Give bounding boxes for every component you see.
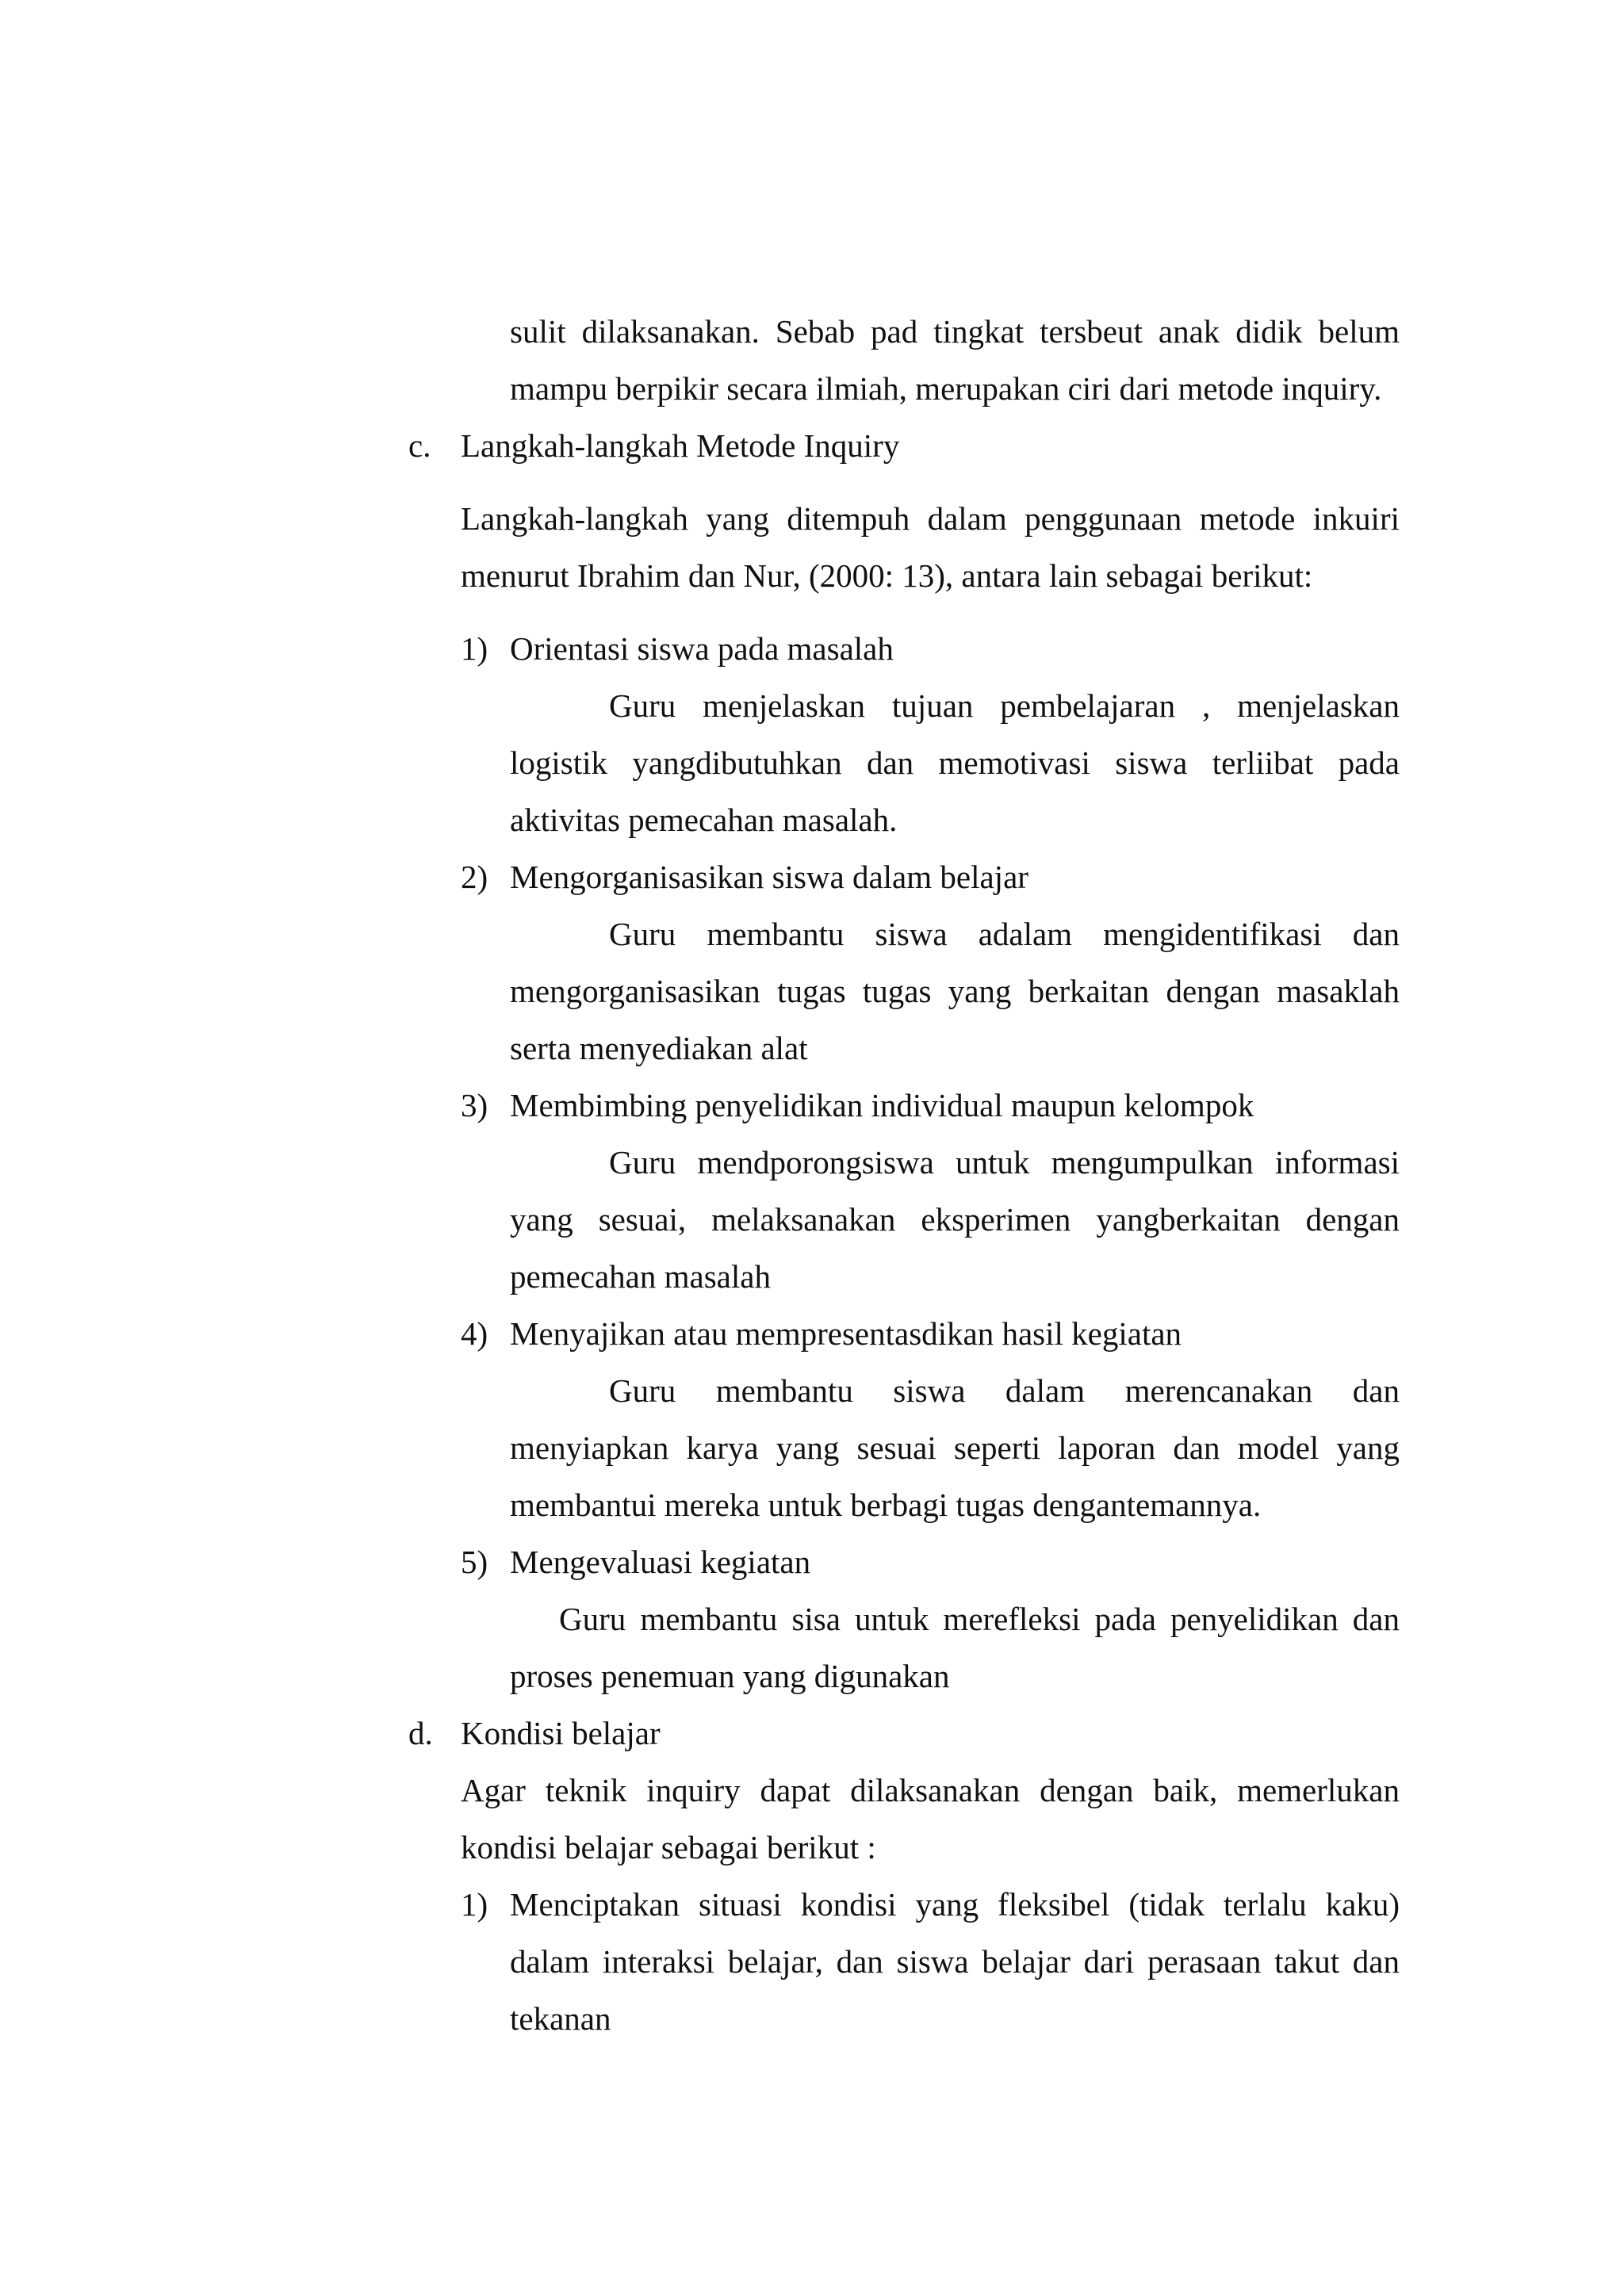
condition-1-line-3: tekanan: [510, 2000, 611, 2037]
step-1-body-line-1: Guru menjelaskan tujuan pembelajaran , menjelaskan: [609, 687, 1400, 724]
step-5-title: Mengevaluasi kegiatan: [510, 1544, 811, 1580]
step-4-number: 4): [461, 1315, 488, 1352]
step-3-body-line-1: Guru mendporongsiswa untuk mengumpulkan informasi: [609, 1144, 1400, 1181]
intro-line-1: sulit dilaksanakan. Sebab pad tingkat tersbeut anak didik belum: [510, 313, 1400, 350]
step-4-body-line-1: Guru membantu siswa dalam merencanakan dan: [609, 1372, 1400, 1409]
intro-line-2: mampu berpikir secara ilmiah, merupakan ciri dari metode inquiry.: [510, 370, 1382, 407]
step-3-body-line-3: pemecahan masalah: [510, 1258, 771, 1295]
step-2-body-line-3: serta menyediakan alat: [510, 1030, 808, 1066]
section-c-intro-line-1: Langkah-langkah yang ditempuh dalam penggunaan metode inkuiri: [461, 500, 1400, 537]
step-1-title: Orientasi siswa pada masalah: [510, 630, 894, 667]
step-2-body-line-1: Guru membantu siswa adalam mengidentifikasi dan: [609, 916, 1400, 952]
section-d-intro-line-1: Agar teknik inquiry dapat dilaksanakan dengan baik, memerlukan: [461, 1772, 1400, 1808]
step-4-body-line-3: membantui mereka untuk berbagi tugas dengantemannya.: [510, 1487, 1262, 1523]
condition-1-line-2: dalam interaksi belajar, dan siswa belajar dari perasaan takut dan: [510, 1943, 1400, 1980]
step-2-body-line-2: mengorganisasikan tugas tugas yang berkaitan dengan masaklah: [510, 973, 1400, 1009]
section-d-intro-line-2: kondisi belajar sebagai berikut :: [461, 1829, 876, 1866]
section-c-heading: Langkah-langkah Metode Inquiry: [461, 427, 900, 464]
step-3-number: 3): [461, 1087, 488, 1123]
section-c-intro-line-2: menurut Ibrahim dan Nur, (2000: 13), antara lain sebagai berikut:: [461, 557, 1313, 594]
step-4-title: Menyajikan atau mempresentasdikan hasil kegiatan: [510, 1315, 1182, 1352]
section-d-marker: d.: [408, 1715, 433, 1751]
step-1-body-line-2: logistik yangdibutuhkan dan memotivasi siswa terliibat pada: [510, 744, 1400, 781]
step-2-title: Mengorganisasikan siswa dalam belajar: [510, 859, 1028, 895]
condition-1-line-1: Menciptakan situasi kondisi yang fleksibel (tidak terlalu kaku): [510, 1886, 1400, 1923]
step-2-number: 2): [461, 859, 488, 895]
step-1-body-line-3: aktivitas pemecahan masalah.: [510, 802, 898, 838]
section-d-heading: Kondisi belajar: [461, 1715, 661, 1751]
step-4-body-line-2: menyiapkan karya yang sesuai seperti laporan dan model yang: [510, 1429, 1400, 1466]
step-5-body-line-2: proses penemuan yang digunakan: [510, 1658, 950, 1694]
condition-1-number: 1): [461, 1886, 488, 1923]
section-c-marker: c.: [408, 427, 431, 464]
step-3-body-line-2: yang sesuai, melaksanakan eksperimen yangberkaitan dengan: [510, 1201, 1400, 1238]
step-5-body-line-1: Guru membantu sisa untuk merefleksi pada penyelidikan dan: [559, 1601, 1400, 1637]
step-3-title: Membimbing penyelidikan individual maupun kelompok: [510, 1087, 1254, 1123]
step-1-number: 1): [461, 630, 488, 667]
step-5-number: 5): [461, 1544, 488, 1580]
